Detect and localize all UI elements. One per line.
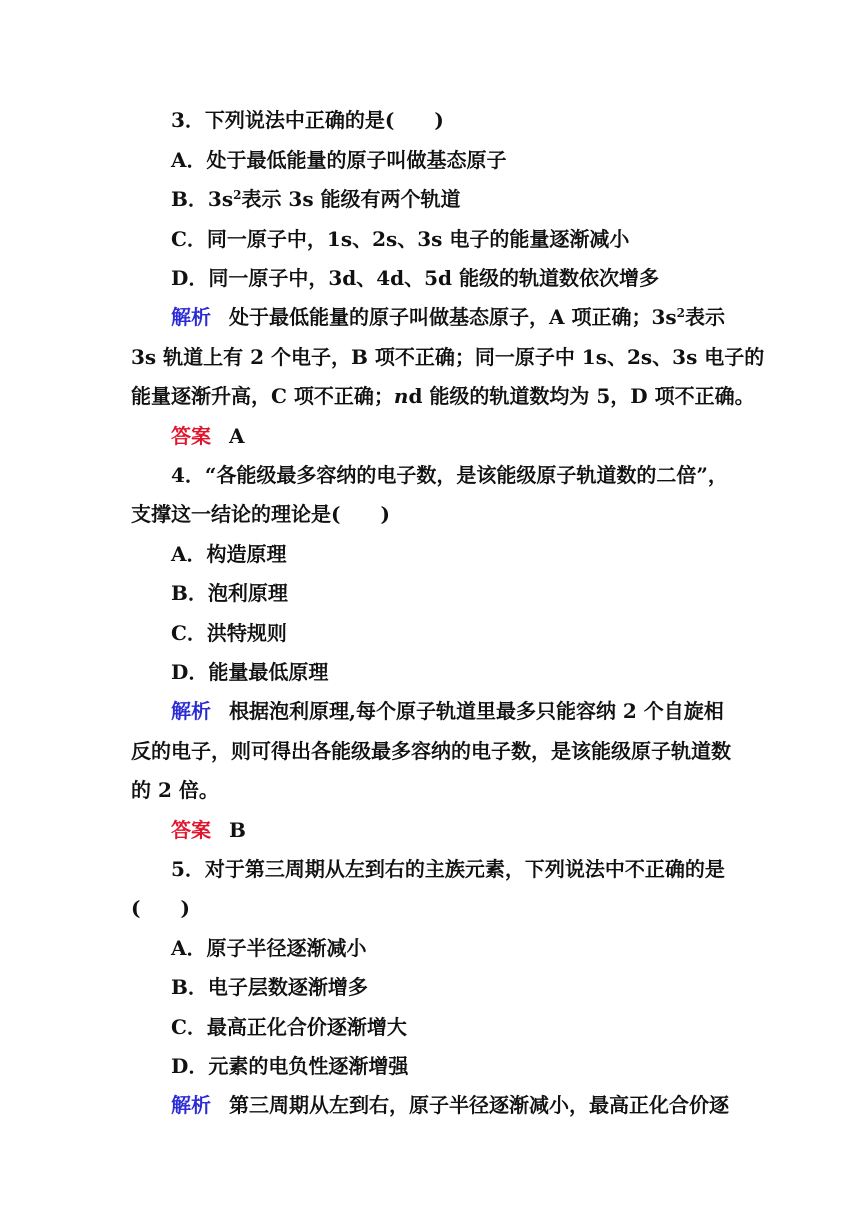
q5-option-c: C．最高正化合价逐渐增大 [171, 1015, 407, 1039]
q3-answer [171, 420, 245, 449]
q5-option-a: A．原子半径逐渐减小 [171, 936, 367, 960]
q4-answer [171, 814, 246, 843]
q5-stem-line-1: 5．对于第三周期从左到右的主族元素，下列说法中不正确的是 [171, 857, 725, 881]
q3-option-d: D．同一原子中，3d、4d、5d 能级的轨道数依次增多 [171, 266, 660, 290]
q3-analysis-label: 解析 [171, 305, 211, 329]
q5-option-b: B．电子层数逐渐增多 [171, 975, 368, 999]
q5-stem-line-2: ( ) [131, 896, 190, 920]
q3-option-c: C．同一原子中，1s、2s、3s 电子的能量逐渐减小 [171, 227, 630, 251]
q3-option-b-sup: 2 [233, 188, 242, 202]
q4-analysis-label: 解析 [171, 699, 211, 723]
q4-answer-value: B [229, 818, 246, 842]
q3-analysis-line-1 [171, 301, 725, 330]
q3-option-a: A．处于最低能量的原子叫做基态原子 [171, 148, 507, 172]
q3-analysis-sup: 2 [676, 306, 686, 320]
q3-option-b-pre: B．3s [171, 187, 234, 211]
q3-option-b-post: 表示 3s 能级有两个轨道 [241, 187, 461, 211]
q3-analysis-italic-n: n [393, 384, 409, 408]
q5-analysis-line-1 [171, 1089, 729, 1118]
q4-answer-label: 答案 [171, 818, 211, 842]
q3-analysis-text-1-pre: 处于最低能量的原子叫做基态原子，A 项正确；3s [229, 305, 677, 329]
q4-analysis-line-2: 反的电子，则可得出各能级最多容纳的电子数，是该能级原子轨道数 [131, 739, 731, 763]
q3-answer-label: 答案 [171, 424, 211, 448]
q4-stem-line-1: 4．“各能级最多容纳的电子数，是该能级原子轨道数的二倍”， [171, 463, 728, 487]
q5-analysis-label: 解析 [171, 1093, 211, 1117]
q3-analysis-text-3-pre: 能量逐渐升高，C 项不正确； [131, 384, 394, 408]
q4-option-c: C．洪特规则 [171, 621, 287, 645]
q3-analysis-line-2: 3s 轨道上有 2 个电子，B 项不正确；同一原子中 1s、2s、3s 电子的 [131, 345, 765, 369]
q4-stem-line-2: 支撑这一结论的理论是( ) [131, 502, 390, 526]
q5-analysis-text-1: 第三周期从左到右，原子半径逐渐减小，最高正化合价逐 [229, 1093, 729, 1117]
q4-analysis-line-3: 的 2 倍。 [131, 778, 219, 802]
q3-option-b [171, 183, 461, 212]
q3-answer-value: A [229, 424, 245, 448]
q4-option-b: B．泡利原理 [171, 581, 288, 605]
q4-option-d: D．能量最低原理 [171, 660, 329, 684]
q5-option-d: D．元素的电负性逐渐增强 [171, 1054, 409, 1078]
q4-analysis-text-1: 根据泡利原理,每个原子轨道里最多只能容纳 2 个自旋相 [229, 699, 724, 723]
q4-analysis-line-1 [171, 695, 724, 724]
q3-analysis-line-3 [131, 380, 755, 409]
q3-stem: 3．下列说法中正确的是( ) [171, 108, 444, 132]
q3-analysis-text-3-post: d 能级的轨道数均为 5，D 项不正确。 [408, 384, 755, 408]
q3-analysis-text-1-post: 表示 [685, 305, 726, 329]
q4-option-a: A．构造原理 [171, 542, 287, 566]
